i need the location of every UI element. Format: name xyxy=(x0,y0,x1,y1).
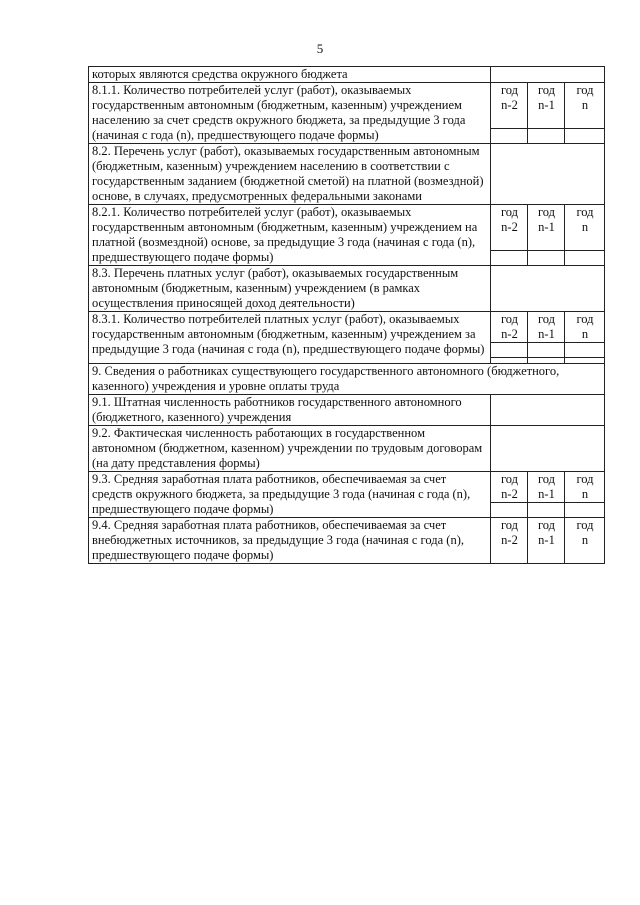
table-row xyxy=(89,144,605,205)
row-label: 9.2. Фактическая численность работающих в государственном автономном (бюджетном, казенном) учреждении по трудовым договорам (на дату представления формы) xyxy=(89,426,491,472)
row-label: 9.1. Штатная численность работников государственного автономного (бюджетного, казенного) учреждения xyxy=(89,395,491,426)
value-cell xyxy=(528,503,565,518)
empty-cell xyxy=(491,395,605,426)
empty-cell xyxy=(491,67,605,83)
table-row xyxy=(89,395,605,426)
value-cell xyxy=(491,251,528,266)
year-header-n-1: год n-1 xyxy=(528,472,565,503)
row-label: 8.3.1. Количество потребителей платных услуг (работ), оказываемых государственным автономным (бюджетным, казенным) учреждением за предыдущие 3 года (начиная с года (n), предшествующего подаче формы) xyxy=(89,312,491,364)
year-header-n-2: год n-2 xyxy=(491,312,528,343)
value-cell xyxy=(491,503,528,518)
row-label: 8.3. Перечень платных услуг (работ), оказываемых государственным автономным (бюджетным, казенным) учреждением (в рамках осуществления приносящей доход деятельности) xyxy=(89,266,491,312)
year-header-n: год n xyxy=(565,83,605,129)
year-header-n: год n xyxy=(565,472,605,503)
year-header-n-2: год n-2 xyxy=(491,472,528,503)
value-cell xyxy=(491,343,528,358)
year-header-n-2: год n-2 xyxy=(491,518,528,564)
row-label: 8.1.1. Количество потребителей услуг (работ), оказываемых государственным автономным (бюджетным, казенным) учреждением населению за счет средств окружного бюджета, за предыдущие 3 года (начиная с года (n), предшествующего подаче формы) xyxy=(89,83,491,144)
section-heading: 9. Сведения о работниках существующего государственного автономного (бюджетного, казенного) учреждения и уровне оплаты труда xyxy=(89,364,605,395)
year-header-n-1: год n-1 xyxy=(528,312,565,343)
year-header-n-1: год n-1 xyxy=(528,83,565,129)
year-header-n-1: год n-1 xyxy=(528,205,565,251)
row-label: 8.2.1. Количество потребителей услуг (работ), оказываемых государственным автономным (бюджетным, казенным) учреждением на платной (возмездной) основе, за предыдущие 3 года (начиная с года (n), предшествующего подаче формы) xyxy=(89,205,491,266)
table-row xyxy=(89,472,605,503)
year-header-n: год n xyxy=(565,518,605,564)
row-label: которых являются средства окружного бюджета xyxy=(89,67,491,83)
value-cell xyxy=(491,129,528,144)
year-header-n: год n xyxy=(565,205,605,251)
table-row xyxy=(89,83,605,129)
row-label: 9.3. Средняя заработная плата работников, обеспечиваемая за счет средств окружного бюджета, за предыдущие 3 года (начиная с года (n), предшествующего подаче формы) xyxy=(89,472,491,518)
form-table xyxy=(88,66,605,564)
value-cell xyxy=(565,343,605,358)
table-row xyxy=(89,205,605,251)
table-row xyxy=(89,426,605,472)
year-header-n-2: год n-2 xyxy=(491,205,528,251)
row-label: 8.2. Перечень услуг (работ), оказываемых государственным автономным (бюджетным, казенным) учреждением населению в соответствии с государственным заданием (бюджетной сметой) на платной (возмездной) основе, в случаях, предусмотренных федеральными законами xyxy=(89,144,491,205)
value-cell xyxy=(565,503,605,518)
row-label: 9.4. Средняя заработная плата работников, обеспечиваемая за счет внебюджетных источников, за предыдущие 3 года (начиная с года (n), предшествующего подаче формы) xyxy=(89,518,491,564)
empty-cell xyxy=(491,266,605,312)
year-header-n-1: год n-1 xyxy=(528,518,565,564)
value-cell xyxy=(528,343,565,358)
year-header-n: год n xyxy=(565,312,605,343)
value-cell xyxy=(565,129,605,144)
value-cell xyxy=(528,251,565,266)
table-row xyxy=(89,266,605,312)
page-number: 5 xyxy=(316,41,324,56)
table-row xyxy=(89,312,605,343)
value-cell xyxy=(565,251,605,266)
empty-cell xyxy=(491,144,605,205)
table-row xyxy=(89,364,605,395)
table-row xyxy=(89,518,605,564)
empty-cell xyxy=(491,426,605,472)
value-cell xyxy=(528,129,565,144)
table-row xyxy=(89,67,605,83)
year-header-n-2: год n-2 xyxy=(491,83,528,129)
